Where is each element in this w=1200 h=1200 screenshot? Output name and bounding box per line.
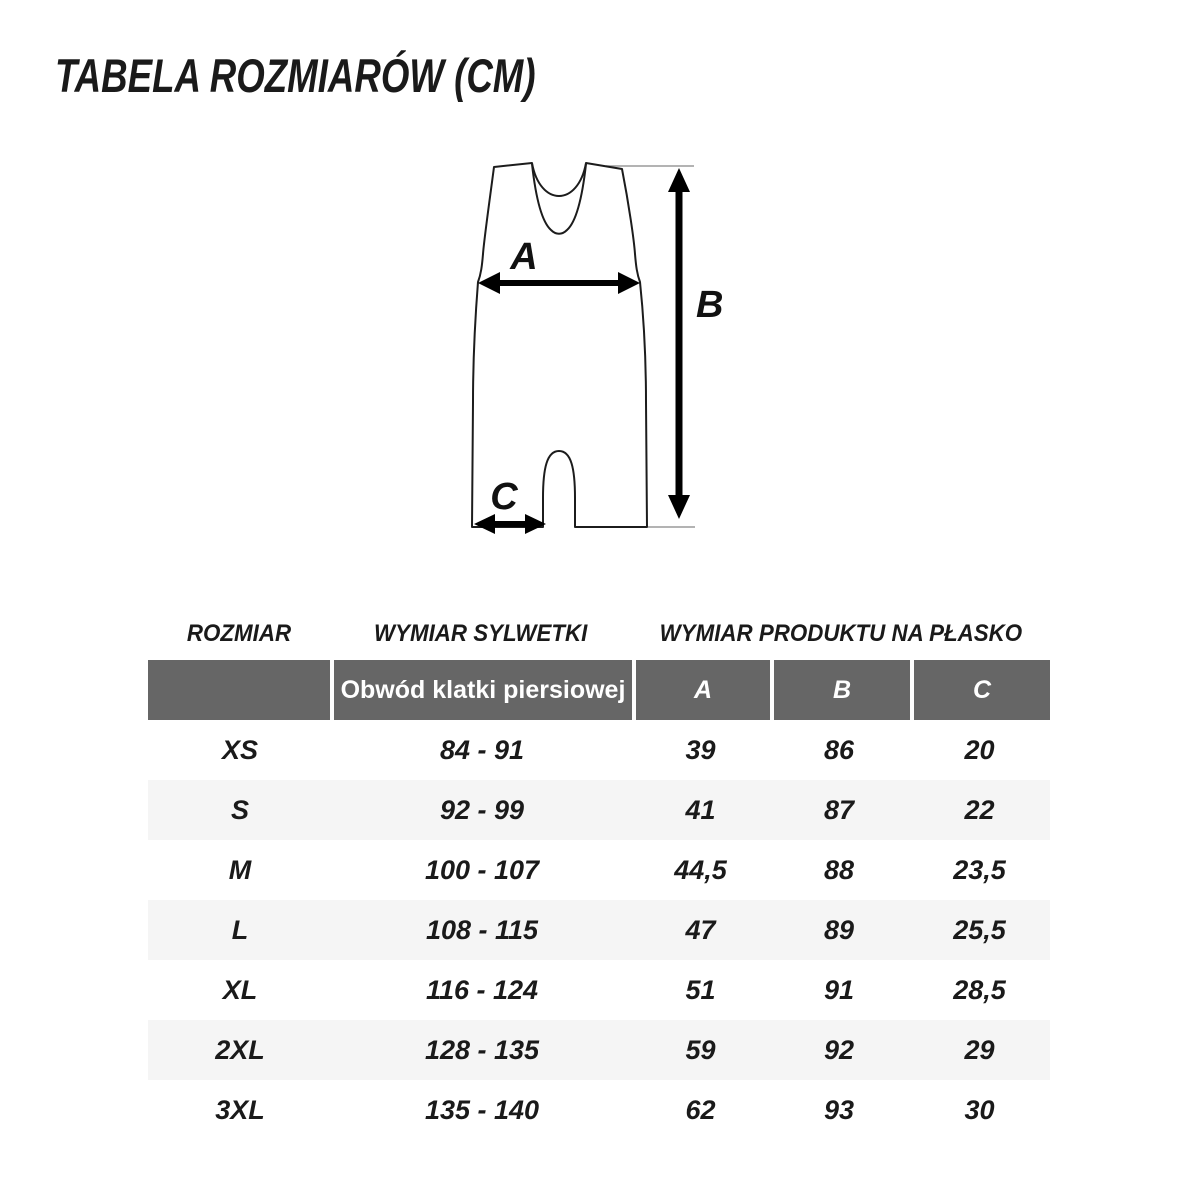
cell-a: 44,5 (674, 854, 727, 885)
cell-chest: 116 - 124 (425, 974, 539, 1005)
header-cell-a: A (636, 660, 770, 720)
cell-size: M (228, 854, 252, 885)
arrowhead-up-icon (668, 168, 690, 192)
table-row-xl (148, 960, 1050, 1020)
cell-c: 30 (964, 1094, 995, 1125)
table-header-row (148, 660, 1050, 720)
table-group-headers (148, 612, 1050, 660)
cell-a: 51 (685, 974, 716, 1005)
cell-b: 88 (823, 854, 855, 885)
cell-size: 2XL (215, 1034, 265, 1065)
cell-a: 47 (685, 914, 716, 945)
cell-chest: 100 - 107 (424, 854, 540, 885)
cell-c: 25,5 (953, 914, 1006, 945)
cell-a: 62 (685, 1094, 716, 1125)
dimension-arrow-b (668, 168, 690, 519)
cell-b: 92 (823, 1034, 855, 1065)
cell-c: 28,5 (953, 974, 1006, 1005)
table-row-3xl (148, 1080, 1050, 1140)
cell-c: 22 (964, 794, 995, 825)
cell-b: 93 (823, 1094, 855, 1125)
cell-chest: 92 - 99 (439, 794, 525, 825)
cell-chest: 108 - 115 (425, 914, 539, 945)
dimension-label-a: A (510, 236, 538, 278)
page-title: TABELA ROZMIARÓW (CM) (55, 49, 536, 102)
cell-b: 86 (823, 734, 855, 765)
table-row-m (148, 840, 1050, 900)
cell-a: 41 (685, 794, 716, 825)
header-cell-c: C (914, 660, 1050, 720)
table-row-xs (148, 720, 1050, 780)
cell-a: 59 (685, 1034, 716, 1065)
cell-c: 20 (964, 734, 995, 765)
cell-chest: 128 - 135 (424, 1034, 540, 1065)
group-header-body-measure: WYMIAR SYLWETKI (374, 620, 588, 647)
cell-b: 89 (823, 914, 855, 945)
size-table (148, 612, 1050, 1140)
cell-b: 91 (823, 974, 855, 1005)
table-row-2xl (148, 1020, 1050, 1080)
header-cell-chest: Obwód klatki piersiowej (334, 660, 632, 720)
group-header-size: ROZMIAR (186, 620, 292, 647)
dimension-label-b: B (696, 284, 724, 326)
cell-size: L (231, 914, 249, 945)
cell-size: XL (222, 974, 258, 1005)
cell-a: 39 (685, 734, 716, 765)
cell-chest: 84 - 91 (439, 734, 525, 765)
singlet-diagram (420, 140, 780, 560)
group-header-product-flat: WYMIAR PRODUKTU NA PŁASKO (659, 620, 1023, 647)
cell-chest: 135 - 140 (424, 1094, 540, 1125)
header-cell-size (148, 660, 330, 720)
table-row-s (148, 780, 1050, 840)
cell-c: 29 (964, 1034, 995, 1065)
header-cell-b: B (774, 660, 910, 720)
table-row-l (148, 900, 1050, 960)
cell-b: 87 (823, 794, 855, 825)
cell-size: XS (221, 734, 259, 765)
singlet-outline (472, 163, 647, 527)
arrowhead-down-icon (668, 495, 690, 519)
cell-size: S (230, 794, 249, 825)
cell-size: 3XL (215, 1094, 265, 1125)
cell-c: 23,5 (953, 854, 1006, 885)
dimension-label-c: C (490, 476, 518, 518)
